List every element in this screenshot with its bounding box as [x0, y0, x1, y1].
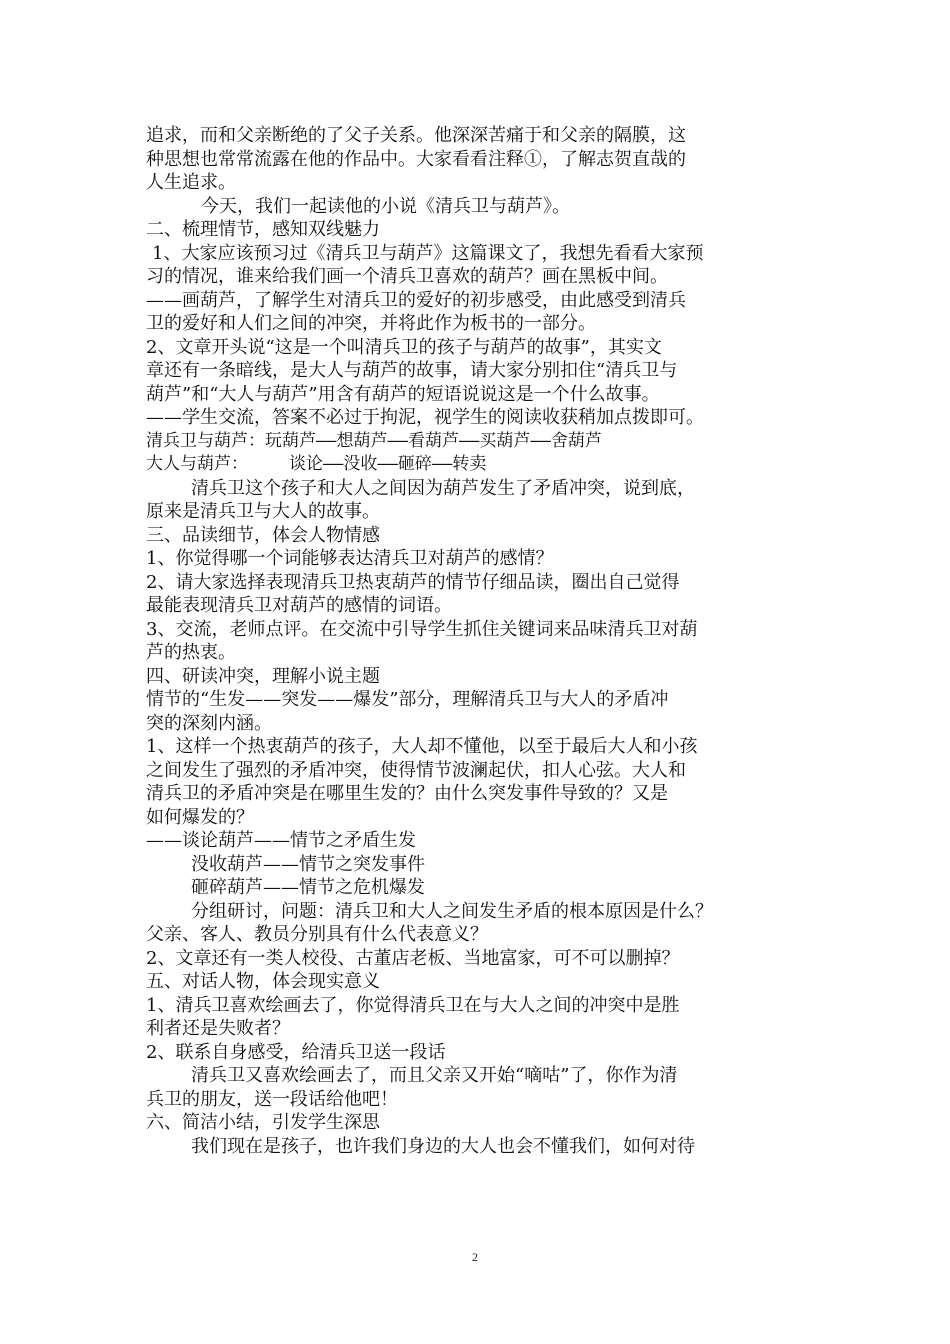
text-line: 没收葫芦——情节之突发事件	[191, 853, 425, 875]
text-line: 分组研讨，问题：清兵卫和大人之间发生矛盾的根本原因是什么？	[191, 900, 713, 922]
text-line: 追求，而和父亲断绝的了父子关系。他深深苦痛于和父亲的隔膜，这	[146, 125, 686, 146]
text-line: 3、交流，老师点评。在交流中引导学生抓住关键词来品味清兵卫对葫	[146, 618, 698, 640]
text-line: 突的深刻内涵。	[146, 712, 272, 734]
text-line: 清兵卫又喜欢绘画去了，而且父亲又开始“嘀咕”了，你作为清	[191, 1065, 678, 1086]
section-heading: 二、梳理情节，感知双线魅力	[146, 219, 380, 240]
text-line: 清兵卫这个孩子和大人之间因为葫芦发生了矛盾冲突，说到底，	[191, 477, 695, 499]
text-line: 种思想也常常流露在他的作品中。大家看看注释①，了解志贺直哉的	[146, 148, 686, 170]
text-line: 1、这样一个热衷葫芦的孩子，大人却不懂他，以至于最后大人和小孩	[146, 736, 698, 757]
text-line: 2、文章开头说“这是一个叫清兵卫的孩子与葫芦的故事”，其实文	[146, 336, 662, 358]
text-line: 芦的热衷。	[146, 642, 236, 663]
text-line: 2、文章还有一类人校役、古董店老板、当地富家，可不可以删掉？	[146, 947, 680, 969]
text-line: 2、请大家选择表现清兵卫热衷葫芦的情节仔细品读，圈出自己觉得	[146, 571, 680, 593]
text-line: 清兵卫的矛盾冲突是在哪里生发的？由什么突发事件导致的？又是	[146, 783, 668, 804]
text-line: 砸碎葫芦——情节之危机爆发	[191, 877, 425, 898]
board-outline-line: 清兵卫与葫芦：玩葫芦——想葫芦——看葫芦——买葫芦——舍葫芦	[146, 430, 602, 451]
section-heading: 四、研读冲突，理解小说主题	[146, 665, 380, 687]
text-line: 今天，我们一起读他的小说《清兵卫与葫芦》。	[201, 195, 570, 217]
text-line: 父亲、客人、教员分别具有什么代表意义？	[146, 924, 488, 945]
board-outline-line: 大人与葫芦： 谈论——没收——砸碎——转卖	[146, 454, 487, 474]
section-heading: 六、简洁小结，引发学生深思	[146, 1112, 380, 1133]
text-line: 最能表现清兵卫对葫芦的感情的词语。	[146, 595, 452, 616]
section-heading: 五、对话人物，体会现实意义	[146, 971, 380, 992]
text-line: 情节的“生发——突发——爆发”部分，理解清兵卫与大人的矛盾冲	[146, 689, 669, 710]
text-line: 人生追求。	[146, 172, 236, 193]
section-heading: 三、品读细节，体会人物情感	[146, 524, 380, 546]
text-line: 2、联系自身感受，给清兵卫送一段话	[146, 1041, 446, 1063]
text-line: 我们现在是孩子，也许我们身边的大人也会不懂我们，如何对待	[191, 1135, 695, 1157]
text-line: 1、大家应该预习过《清兵卫与葫芦》这篇课文了，我想先看看大家预	[152, 242, 704, 264]
text-line: 1、你觉得哪一个词能够表达清兵卫对葫芦的感情？	[146, 548, 554, 569]
text-line: 章还有一条暗线，是大人与葫芦的故事，请大家分别扣住“清兵卫与	[146, 360, 678, 381]
text-line: 卫的爱好和人们之间的冲突，并将此作为板书的一部分。	[146, 313, 596, 334]
text-line: ——画葫芦，了解学生对清兵卫的爱好的初步感受，由此感受到清兵	[146, 289, 686, 311]
page-number: 2	[472, 1250, 478, 1264]
document-body	[146, 124, 822, 1158]
text-line: 利者还是失败者？	[146, 1018, 290, 1039]
text-line: ——学生交流，答案不必过于拘泥，视学生的阅读收获稍加点拨即可。	[146, 407, 704, 428]
text-line: 如何爆发的？	[146, 806, 254, 828]
text-line: 葫芦”和“大人与葫芦”用含有葫芦的短语说说这是一个什么故事。	[146, 383, 660, 405]
text-line: 原来是清兵卫与大人的故事。	[146, 501, 380, 522]
text-line: 之间发生了强烈的矛盾冲突，使得情节波澜起伏，扣人心弦。大人和	[146, 759, 686, 781]
text-line: 习的情况，谁来给我们画一个清兵卫喜欢的葫芦？画在黑板中间。	[146, 266, 668, 287]
text-line: 兵卫的朋友，送一段话给他吧！	[146, 1088, 398, 1110]
text-line: ——谈论葫芦——情节之矛盾生发	[146, 830, 416, 851]
text-line: 1、清兵卫喜欢绘画去了，你觉得清兵卫在与大人之间的冲突中是胜	[146, 994, 680, 1016]
